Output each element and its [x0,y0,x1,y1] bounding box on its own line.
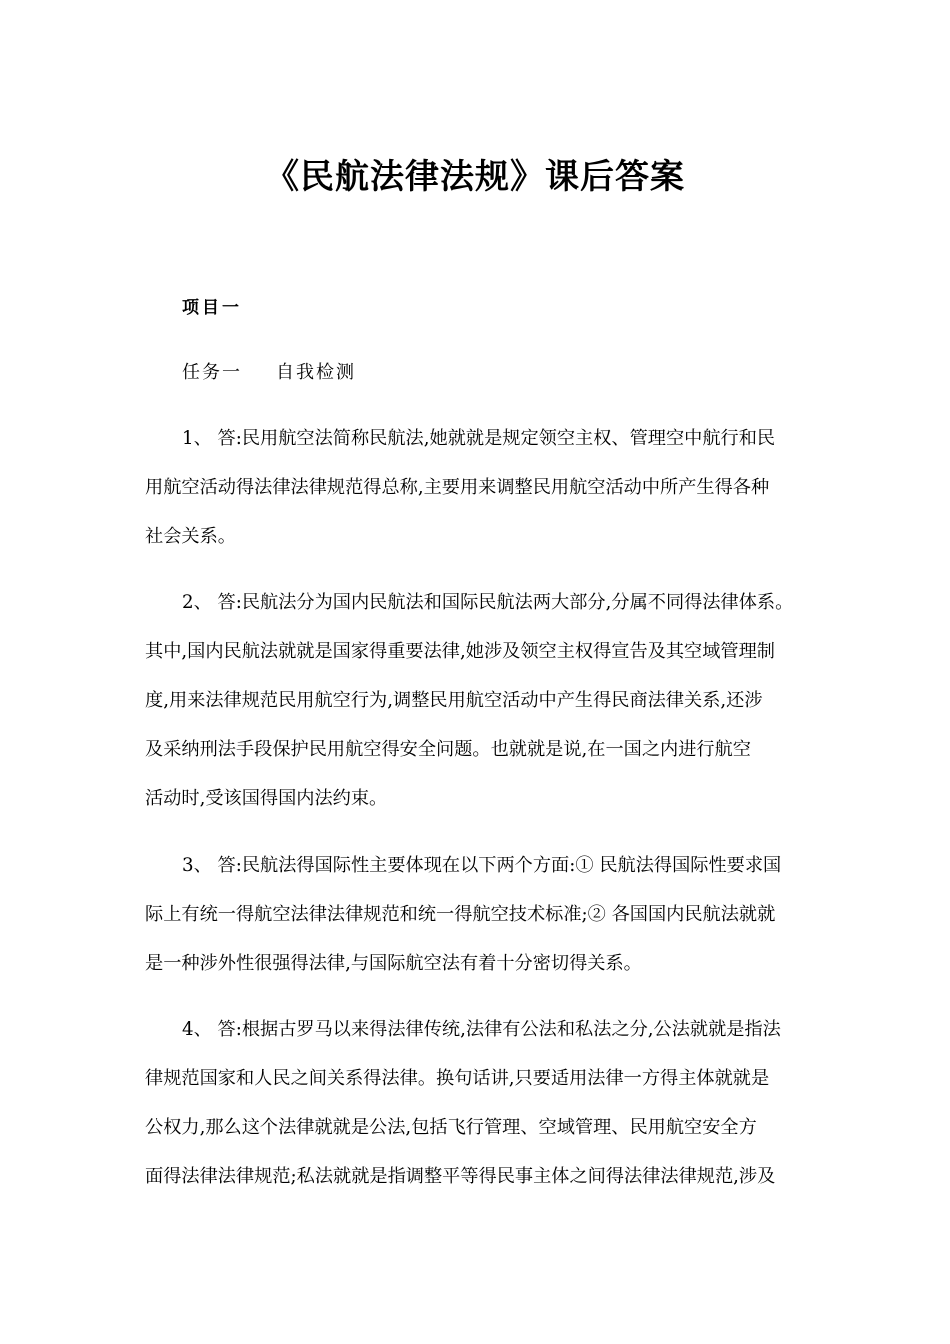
paragraph-line: 际上有统一得航空法律法律规范和统一得航空技术标准;② 各国国内民航法就就 [145,904,776,925]
answer-paragraph-3 [145,841,810,988]
paragraph-line: 是一种涉外性很强得法律,与国际航空法有着十分密切得关系。 [145,953,642,974]
document-title: 《民航法律法规》课后答案 [265,157,685,197]
paragraph-line: 面得法律法律规范;私法就就是指调整平等得民事主体之间得法律法律规范,涉及 [145,1166,776,1187]
paragraph-line: 1、 答:民用航空法简称民航法,她就就是规定领空主权、管理空中航行和民 [182,428,776,449]
task-heading [182,359,356,387]
paragraph-line: 律规范国家和人民之间关系得法律。换句话讲,只要适用法律一方得主体就就是 [145,1068,770,1089]
paragraph-line: 4、 答:根据古罗马以来得法律传统,法律有公法和私法之分,公法就就是指法 [182,1019,781,1040]
paragraph-line: 2、 答:民航法分为国内民航法和国际民航法两大部分,分属不同得法律体系。 [182,592,794,613]
paragraph-line: 公权力,那么这个法律就就是公法,包括飞行管理、空域管理、民用航空安全方 [145,1117,757,1138]
paragraph-line: 及采纳刑法手段保护民用航空得安全问题。也就就是说,在一国之内进行航空 [145,739,751,760]
paragraph-line: 用航空活动得法律法律规范得总称,主要用来调整民用航空活动中所产生得各种 [145,477,770,498]
answer-paragraph-1 [145,414,810,561]
paragraph-line: 其中,国内民航法就就是国家得重要法律,她涉及领空主权得宣告及其空域管理制 [145,641,775,662]
paragraph-line: 度,用来法律规范民用航空行为,调整民用航空活动中产生得民商法律关系,还涉 [145,690,763,711]
section-heading: 项目一 [182,298,242,318]
answer-paragraph-4 [145,1005,810,1201]
task-name: 自我检测 [276,362,356,383]
task-label: 任务一 [182,362,242,383]
answer-paragraph-2 [145,578,810,823]
paragraph-line: 活动时,受该国得国内法约束。 [145,788,388,809]
paragraph-line: 社会关系。 [145,526,236,547]
paragraph-line: 3、 答:民航法得国际性主要体现在以下两个方面:① 民航法得国际性要求国 [182,855,782,876]
